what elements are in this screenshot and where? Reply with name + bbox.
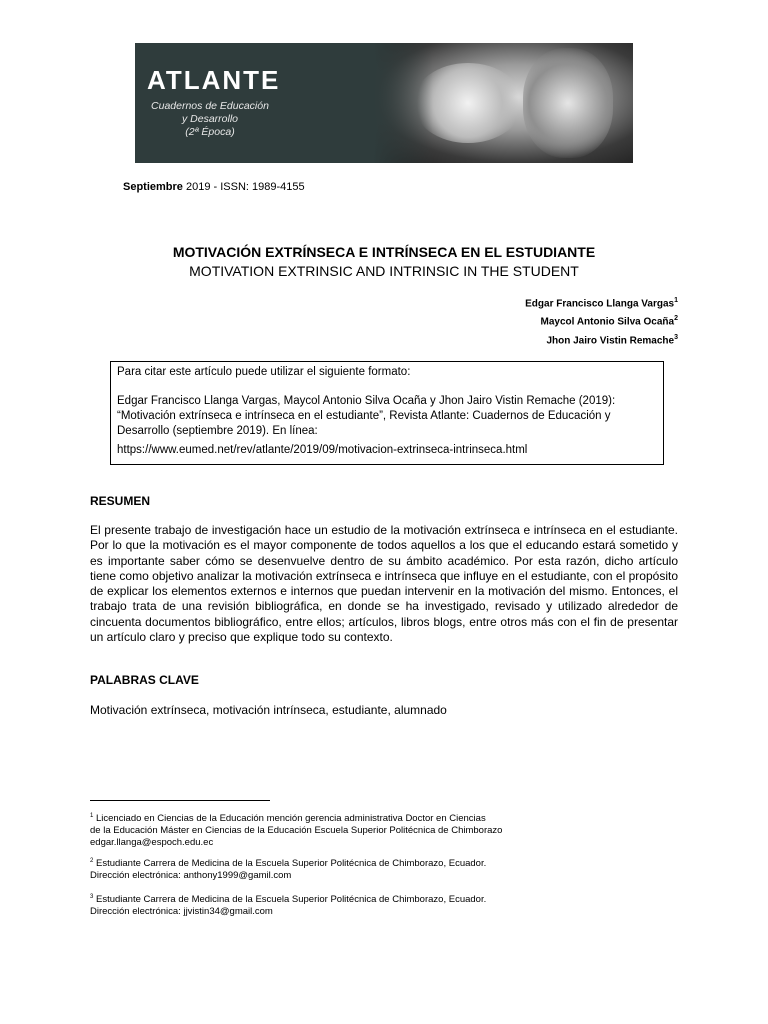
keywords-text: Motivación extrínseca, motivación intrínseca, estudiante, alumnado [90,703,447,717]
citation-box [110,361,664,465]
author-2: Maycol Antonio Silva Ocaña$^2$ [540,315,678,328]
citation-url[interactable]: https://www.eumed.net/rev/atlante/2019/09/motivacion-extrinseca-intrinseca.html [117,444,528,456]
banner-sculpture-image [373,43,633,163]
footnote-2-email[interactable]: Dirección electrónica: anthony1999@gamil.com [90,870,292,882]
issue-year-issn: 2019 - ISSN: 1989-4155 [182,181,305,193]
keywords-heading: PALABRAS CLAVE [90,673,199,687]
article-title-english: MOTIVATION EXTRINSIC AND INTRINSIC IN THE STUDENT [189,263,579,279]
footnote-3: $^3$ Estudiante Carrera de Medicina de la Escuela Superior Politécnica de Chimborazo, Ecuador. Dirección electrónica: jjvistin34@gmail.com [90,891,550,918]
footnote-1: $^1$ Licenciado en Ciencias de la Educación mención gerencia administrativa Doctor en Ciencias de la Educación Máster en Ciencias de la Educación Escuela Superior Politécnica de Chimborazo edgar.llanga@espoch.edu.ec [90,810,550,849]
issue-month: Septiembre [123,181,183,193]
footnote-3-email[interactable]: Dirección electrónica: jjvistin34@gmail.com [90,906,273,918]
article-title-spanish: MOTIVACIÓN EXTRÍNSECA E INTRÍNSECA EN EL ESTUDIANTE [172,244,596,260]
journal-banner [135,43,633,163]
footnote-divider [90,800,270,801]
resumen-text: El presente trabajo de investigación hace un estudio de la motivación extrínseca e intrínseca en el estudiante. Por lo que la motivación es el mayor componente de todos aquellos a los que el educando estará sometido y es importante saber cómo se desenvuelve dentro de su ámbito académico. Por esta razón, dicho artículo tiene como objetivo analizar la motivación extrínseca e intrínseca que influye en el estudiante, con el propósito de explicar los elementos externos e internos que puedan intervenir en la motivación del mismo. Entonces, el trabajo trata de una revisión bibliográfica, en donde se ha investigado, revisado y utilizado alrededor de cincuenta documentos bibliográfico, entre ellos; artículos, libros blogs, entre otros más con el fin de presentar un artículo claro y preciso que explique todo su contexto. [90,523,678,645]
author-3: Jhon Jairo Vistin Remache$^3$ [546,333,678,346]
footnote-2: $^2$ Estudiante Carrera de Medicina de la Escuela Superior Politécnica de Chimborazo, Ecuador. Dirección electrónica: anthony1999@gamil.com [90,855,550,882]
author-list [525,293,678,348]
author-1: Edgar Francisco Llanga Vargas$^1$ [525,297,678,310]
citation-intro: Para citar este artículo puede utilizar el siguiente formato: [117,366,411,378]
footnote-1-email[interactable]: edgar.llanga@espoch.edu.ec [90,837,214,849]
journal-brand: ATLANTE [147,65,281,95]
journal-subtitle: Cuadernos de Educación y Desarrollo (2ª Época) [151,100,269,138]
resumen-heading: RESUMEN [90,494,151,508]
citation-reference: Edgar Francisco Llanga Vargas, Maycol Antonio Silva Ocaña y Jhon Jairo Vistin Remache (2019): “Motivación extrínseca e intrínseca en el estudiante”, Revista Atlante: Cuadernos de Educación y Desarrollo (septiembre 2019). En línea: [117,395,616,437]
issue-date-issn [123,181,305,193]
